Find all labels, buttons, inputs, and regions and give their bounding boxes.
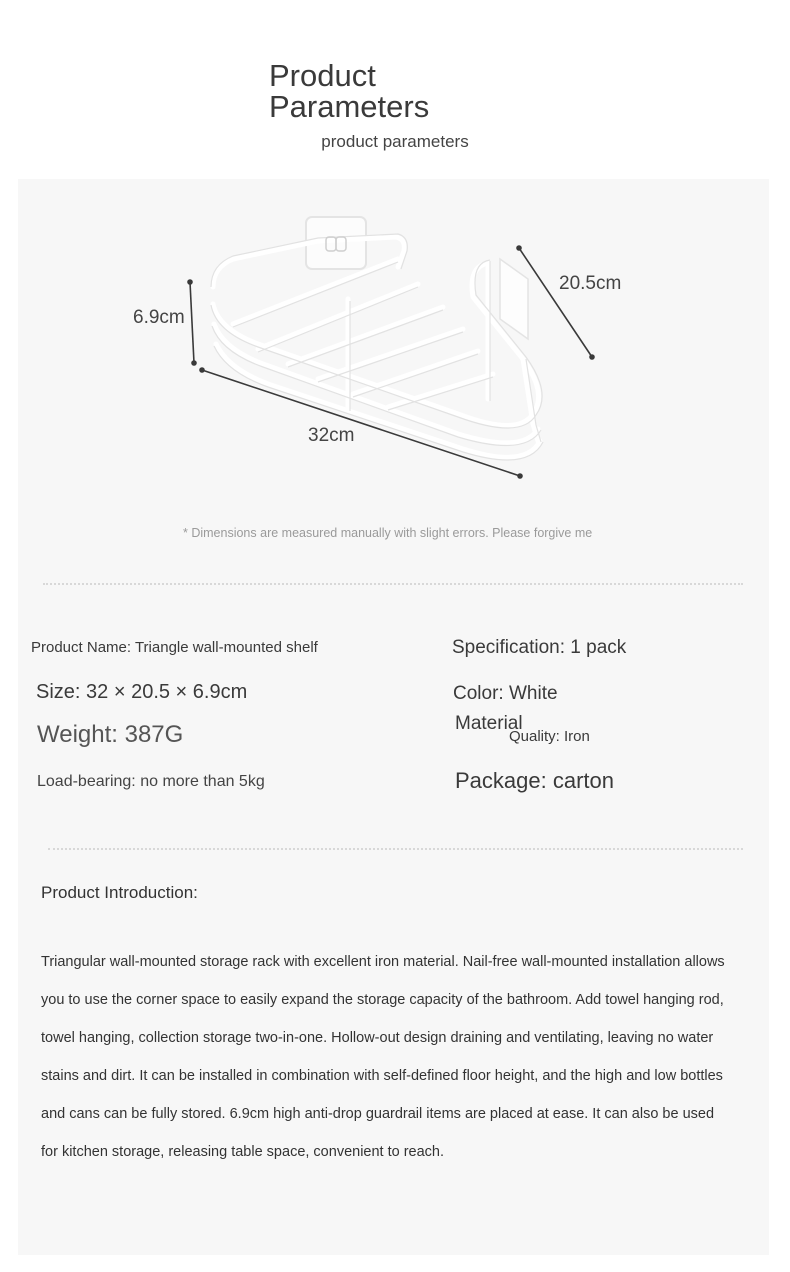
spec-color bbox=[453, 683, 558, 705]
spec-size-key: Size: bbox=[36, 681, 81, 703]
spec-product-name bbox=[31, 639, 318, 656]
spec-size-value: 32 × 20.5 × 6.9cm bbox=[86, 681, 248, 703]
spec-specification-key: Specification: bbox=[452, 637, 566, 658]
intro-body: Triangular wall-mounted storage rack with excellent iron material. Nail-free wall-mounted installation allows you to use the corner space to easily expand the storage capacity of the bathroom. Add towel hanging rod, towel hanging, collection storage two-in-one. Hollow-out design draining and ventilating, leaving no water stains and dirt. It can be installed in combination with self-defined floor height, and the high and low bottles and cans can be fully stored. 6.9cm high anti-drop guardrail items are placed at ease. It can also be used for kitchen storage, releasing table space, convenient to reach. bbox=[41, 954, 725, 1160]
spec-package-value: carton bbox=[552, 768, 615, 793]
spec-size bbox=[36, 681, 247, 704]
height-dimension-label: 6.9cm bbox=[133, 307, 185, 328]
spec-package bbox=[455, 768, 614, 794]
parameters-panel bbox=[18, 179, 769, 1255]
shelf-illustration bbox=[18, 179, 769, 509]
spec-load-bearing-key: Load-bearing: bbox=[37, 773, 136, 790]
spec-weight-key: Weight: bbox=[37, 721, 118, 748]
divider-top bbox=[43, 583, 743, 585]
spec-material-label: Material bbox=[455, 713, 523, 734]
intro-title: Product Introduction: bbox=[41, 883, 198, 902]
width-dimension-label: 32cm bbox=[308, 425, 355, 446]
spec-color-key: Color: bbox=[453, 683, 504, 704]
spec-product-name-key: Product Name: bbox=[31, 639, 132, 656]
measurement-note: * Dimensions are measured manually with slight errors. Please forgive me bbox=[183, 526, 593, 540]
depth-dimension-label: 20.5cm bbox=[559, 273, 622, 294]
spec-load-bearing-value: no more than 5kg bbox=[140, 773, 265, 790]
spec-material-value: Quality: Iron bbox=[509, 728, 590, 745]
spec-package-key: Package: bbox=[455, 768, 547, 793]
divider-bottom bbox=[48, 848, 743, 850]
spec-load-bearing bbox=[37, 773, 265, 791]
spec-color-value: White bbox=[508, 683, 558, 704]
spec-product-name-value: Triangle wall-mounted shelf bbox=[134, 639, 318, 656]
page-subtitle: product parameters bbox=[321, 132, 469, 151]
spec-specification-value: 1 pack bbox=[570, 637, 627, 658]
spec-specification bbox=[452, 637, 626, 659]
page-title: Product Parameters bbox=[269, 58, 430, 124]
spec-weight bbox=[37, 721, 183, 749]
spec-weight-value: 387G bbox=[124, 721, 184, 748]
